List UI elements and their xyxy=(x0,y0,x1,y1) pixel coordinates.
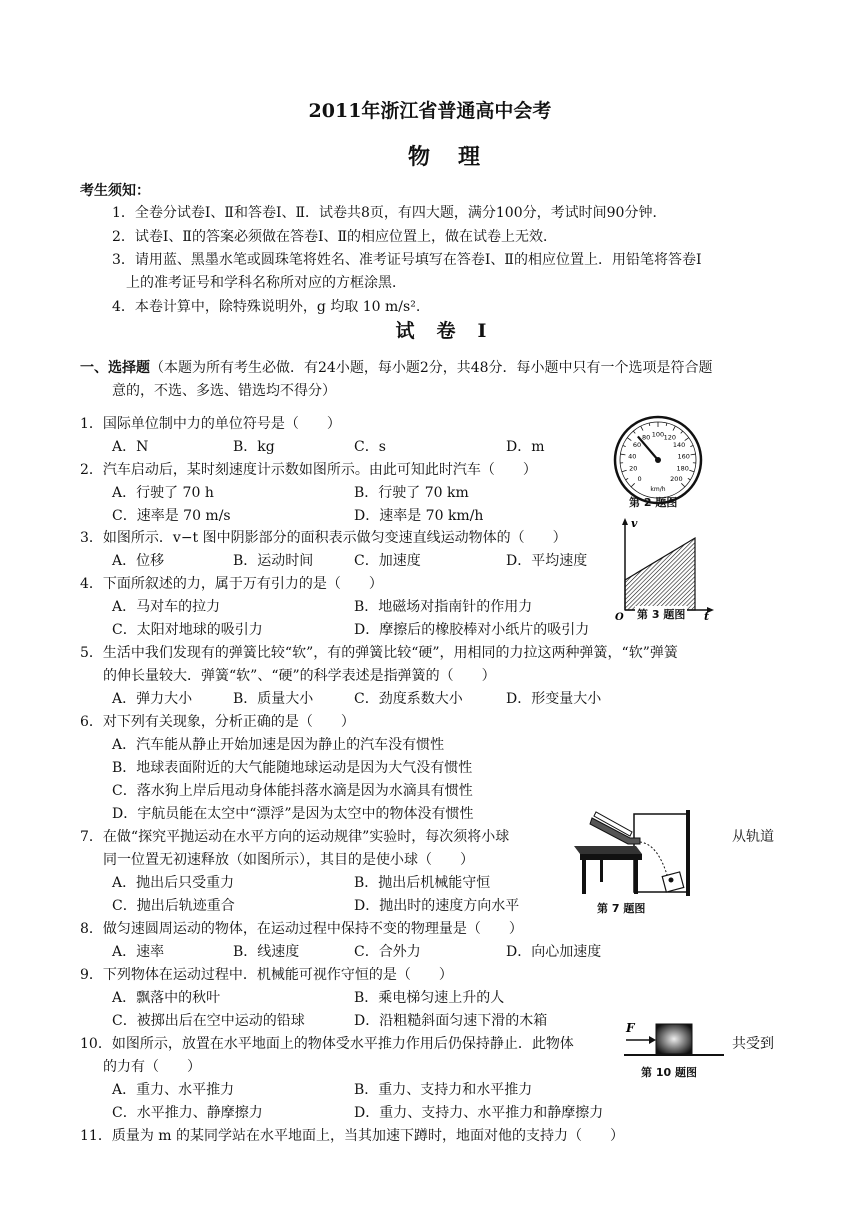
speedometer-tick xyxy=(620,454,625,455)
speedometer-tick-label: 160 xyxy=(677,452,690,461)
q7-option-c: C．抛出后轨迹重合 xyxy=(112,898,235,914)
speedometer-tick xyxy=(673,426,675,430)
q5-option-c: C．劲度系数大小 xyxy=(354,691,463,707)
exam-title: 2011年浙江省普通高中会考 xyxy=(308,100,552,122)
q6-option-d: D．宇航员能在太空中“漂浮”是因为太空中的物体没有惯性 xyxy=(112,806,474,822)
q8-option-c: C．合外力 xyxy=(354,944,421,960)
speedometer-tick xyxy=(627,438,631,441)
notice-label: 考生须知： xyxy=(80,183,150,199)
q10-option-c: C．水平推力、静摩擦力 xyxy=(112,1105,263,1121)
q8-option-a: A．速率 xyxy=(112,944,165,960)
projectile-apparatus-figure xyxy=(570,808,720,900)
q4-option-b: B．地磁场对指南针的作用力 xyxy=(354,599,533,615)
trajectory xyxy=(640,842,668,878)
section-heading-cont: 意的，不选、多选、错选均不得分） xyxy=(112,383,336,399)
speedometer-tick xyxy=(633,431,635,433)
q2-option-a: A．行驶了 70 h xyxy=(112,485,214,501)
q2-option-b: B．行驶了 70 km xyxy=(354,485,469,501)
speedometer-tick-label: 60 xyxy=(632,441,642,450)
q5-option-b: B．质量大小 xyxy=(233,691,314,707)
speedometer-tick-label: 180 xyxy=(676,464,689,473)
speedometer-tick xyxy=(623,445,626,446)
speedometer-tick xyxy=(685,438,689,441)
speedometer-tick xyxy=(641,426,643,430)
q7-stem-tail: 从轨道 xyxy=(732,829,774,845)
v-label: v xyxy=(631,517,638,530)
fig3-caption: 第 3 题图 xyxy=(637,608,686,621)
fig7-caption: 第 7 题图 xyxy=(597,902,646,915)
q7-option-a: A．抛出后只受重力 xyxy=(112,875,235,891)
q7-stem: 7．在做“探究平抛运动在水平方向的运动规律”实验时，每次须将小球 xyxy=(80,829,510,845)
speedometer-tick xyxy=(681,431,683,433)
q3-option-d: D．平均速度 xyxy=(506,553,588,569)
speedometer-tick xyxy=(690,445,693,446)
q4-option-c: C．太阳对地球的吸引力 xyxy=(112,622,263,638)
v-axis-arrow xyxy=(622,518,628,525)
q9-option-a: A．飘落中的秋叶 xyxy=(112,990,221,1006)
speedometer-labels xyxy=(628,431,690,483)
q4-option-a: A．马对车的拉力 xyxy=(112,599,221,615)
q10-option-d: D．重力、支持力、水平推力和静摩擦力 xyxy=(354,1105,604,1121)
q1-option-d: D．m xyxy=(506,439,545,455)
q9-option-d: D．沿粗糙斜面匀速下滑的木箱 xyxy=(354,1013,548,1029)
q2-option-c: C．速率是 70 m/s xyxy=(112,508,231,524)
speedometer-tick xyxy=(681,483,685,487)
section-heading-bold: 一、选择题 xyxy=(80,360,150,376)
table-edge xyxy=(580,854,642,860)
speedometer-tick-label: 20 xyxy=(629,464,638,473)
speedometer-tick xyxy=(622,470,627,472)
notice-2: 2．试卷Ⅰ、Ⅱ的答案必须做在答卷Ⅰ、Ⅱ的相应位置上，做在试卷上无效． xyxy=(112,229,557,245)
q2-stem: 2．汽车启动后，某时刻速度计示数如图所示。由此可知此时汽车（ ） xyxy=(80,462,537,478)
speedometer-tick-label: 120 xyxy=(663,433,677,442)
speedometer-unit: km/h xyxy=(650,486,666,493)
q5-stem: 5．生活中我们发现有的弹簧比较“软”，有的弹簧比较“硬”，用相同的力拉这两种弹簧，“软”弹簧 xyxy=(80,645,678,661)
table-leg-right xyxy=(634,860,638,894)
landing-paper xyxy=(662,872,684,892)
q6-option-a: A．汽车能从静止开始加速是因为静止的汽车没有惯性 xyxy=(112,737,445,753)
q9-option-c: C．被掷出后在空中运动的铅球 xyxy=(112,1013,305,1029)
speedometer-tick-label: 200 xyxy=(670,474,683,483)
speedometer-tick-label: 140 xyxy=(672,441,686,450)
q6-option-b: B．地球表面附近的大气能随地球运动是因为大气没有惯性 xyxy=(112,760,473,776)
paper-title: 试卷Ⅰ xyxy=(395,320,509,342)
notice-4: 4．本卷计算中，除特殊说明外，g 均取 10 m/s². xyxy=(112,299,421,315)
speedometer-tick xyxy=(689,470,694,472)
q10-option-b: B．重力、支持力和水平推力 xyxy=(354,1082,533,1098)
notice-1: 1．全卷分试卷Ⅰ、Ⅱ和答卷Ⅰ、Ⅱ．试卷共8页，有四大题，满分100分，考试时间90分钟． xyxy=(112,205,667,221)
speedometer-tick-label: 80 xyxy=(642,433,651,442)
q3-option-b: B．运动时间 xyxy=(233,553,314,569)
q2-option-d: D．速率是 70 km/h xyxy=(354,508,484,524)
q8-stem: 8．做匀速圆周运动的物体，在运动过程中保持不变的物理量是（ ） xyxy=(80,921,523,937)
block xyxy=(656,1024,692,1054)
ball xyxy=(669,878,674,883)
q8-option-b: B．线速度 xyxy=(233,944,300,960)
speedometer-tick xyxy=(688,478,691,480)
speedometer-tick xyxy=(626,478,629,480)
speedometer-tick-label: 100 xyxy=(651,430,665,439)
q4-stem: 4．下面所叙述的力，属于万有引力的是（ ） xyxy=(80,576,383,592)
q1-option-a: A．N xyxy=(112,439,149,455)
q5-stem-cont: 的伸长量较大．弹簧“软”、“硬”的科学表述是指弹簧的（ ） xyxy=(103,668,496,684)
q4-option-d: D．摩擦后的橡胶棒对小纸片的吸引力 xyxy=(354,622,590,638)
shaded-area xyxy=(625,538,695,610)
q6-stem: 6．对下列有关现象，分析正确的是（ ） xyxy=(80,714,355,730)
speedometer-tick-label: 40 xyxy=(628,452,637,461)
subject-title: 物理 xyxy=(407,144,508,170)
fig2-caption: 第 2 题图 xyxy=(629,496,678,509)
speedometer-hub xyxy=(655,457,661,463)
fig10-caption: 第 10 题图 xyxy=(641,1066,697,1079)
notice-3-cont: 上的准考证号和学科名称所对应的方框涂黑． xyxy=(126,275,406,291)
speedometer-tick xyxy=(631,483,635,487)
q10-stem-cont: 的力有（ ） xyxy=(103,1059,201,1075)
q9-option-b: B．乘电梯匀速上升的人 xyxy=(354,990,505,1006)
ramp xyxy=(590,818,640,844)
speedometer-tick-label: 0 xyxy=(637,474,642,483)
q3-stem: 3．如图所示．v−t 图中阴影部分的面积表示做匀变速直线运动物体的（ ） xyxy=(80,530,567,546)
q1-option-c: C．s xyxy=(354,439,386,455)
q11-stem: 11．质量为 m 的某同学站在水平地面上，当其加速下蹲时，地面对他的支持力（ ） xyxy=(80,1128,624,1144)
q7-option-b: B．抛出后机械能守恒 xyxy=(354,875,491,891)
q3-option-a: A．位移 xyxy=(112,553,165,569)
q10-stem: 10．如图所示，放置在水平地面上的物体受水平推力作用后仍保持静止．此物体 xyxy=(80,1036,574,1052)
q9-stem: 9．下列物体在运动过程中．机械能可视作守恒的是（ ） xyxy=(80,967,453,983)
section-heading xyxy=(80,357,713,377)
block-force-figure xyxy=(622,1018,726,1064)
q5-option-a: A．弹力大小 xyxy=(112,691,193,707)
table-leg-left xyxy=(582,860,586,894)
q1-stem: 1．国际单位制中力的单位符号是（ ） xyxy=(80,416,341,432)
origin-label: O xyxy=(615,612,624,622)
q10-stem-tail: 共受到 xyxy=(732,1036,774,1052)
q1-option-b: B．kg xyxy=(233,439,275,455)
q10-option-a: A．重力、水平推力 xyxy=(112,1082,235,1098)
q7-option-d: D．抛出时的速度方向水平 xyxy=(354,898,520,914)
notice-3: 3．请用蓝、黑墨水笔或圆珠笔将姓名、准考证号填写在答卷Ⅰ、Ⅱ的相应位置上．用铅笔将答卷Ⅰ xyxy=(112,252,702,268)
q8-option-d: D．向心加速度 xyxy=(506,944,602,960)
q7-stem-cont: 同一位置无初速释放（如图所示），其目的是使小球（ ） xyxy=(103,852,474,868)
speedometer-tick xyxy=(691,454,696,455)
q5-option-d: D．形变量大小 xyxy=(506,691,602,707)
q3-option-c: C．加速度 xyxy=(354,553,421,569)
speedometer-tick xyxy=(649,423,650,426)
table-leg-back xyxy=(600,860,603,882)
t-label: t xyxy=(704,610,710,622)
q6-option-c: C．落水狗上岸后甩动身体能抖落水滴是因为水滴具有惯性 xyxy=(112,783,473,799)
speedometer-tick xyxy=(666,423,667,426)
force-label: F xyxy=(626,1021,635,1035)
section-heading-text: （本题为所有考生必做．有24小题，每小题2分，共48分．每小题中只有一个选项是符合题 xyxy=(150,360,713,376)
table-top xyxy=(574,846,642,854)
force-arrow-head xyxy=(649,1036,656,1044)
